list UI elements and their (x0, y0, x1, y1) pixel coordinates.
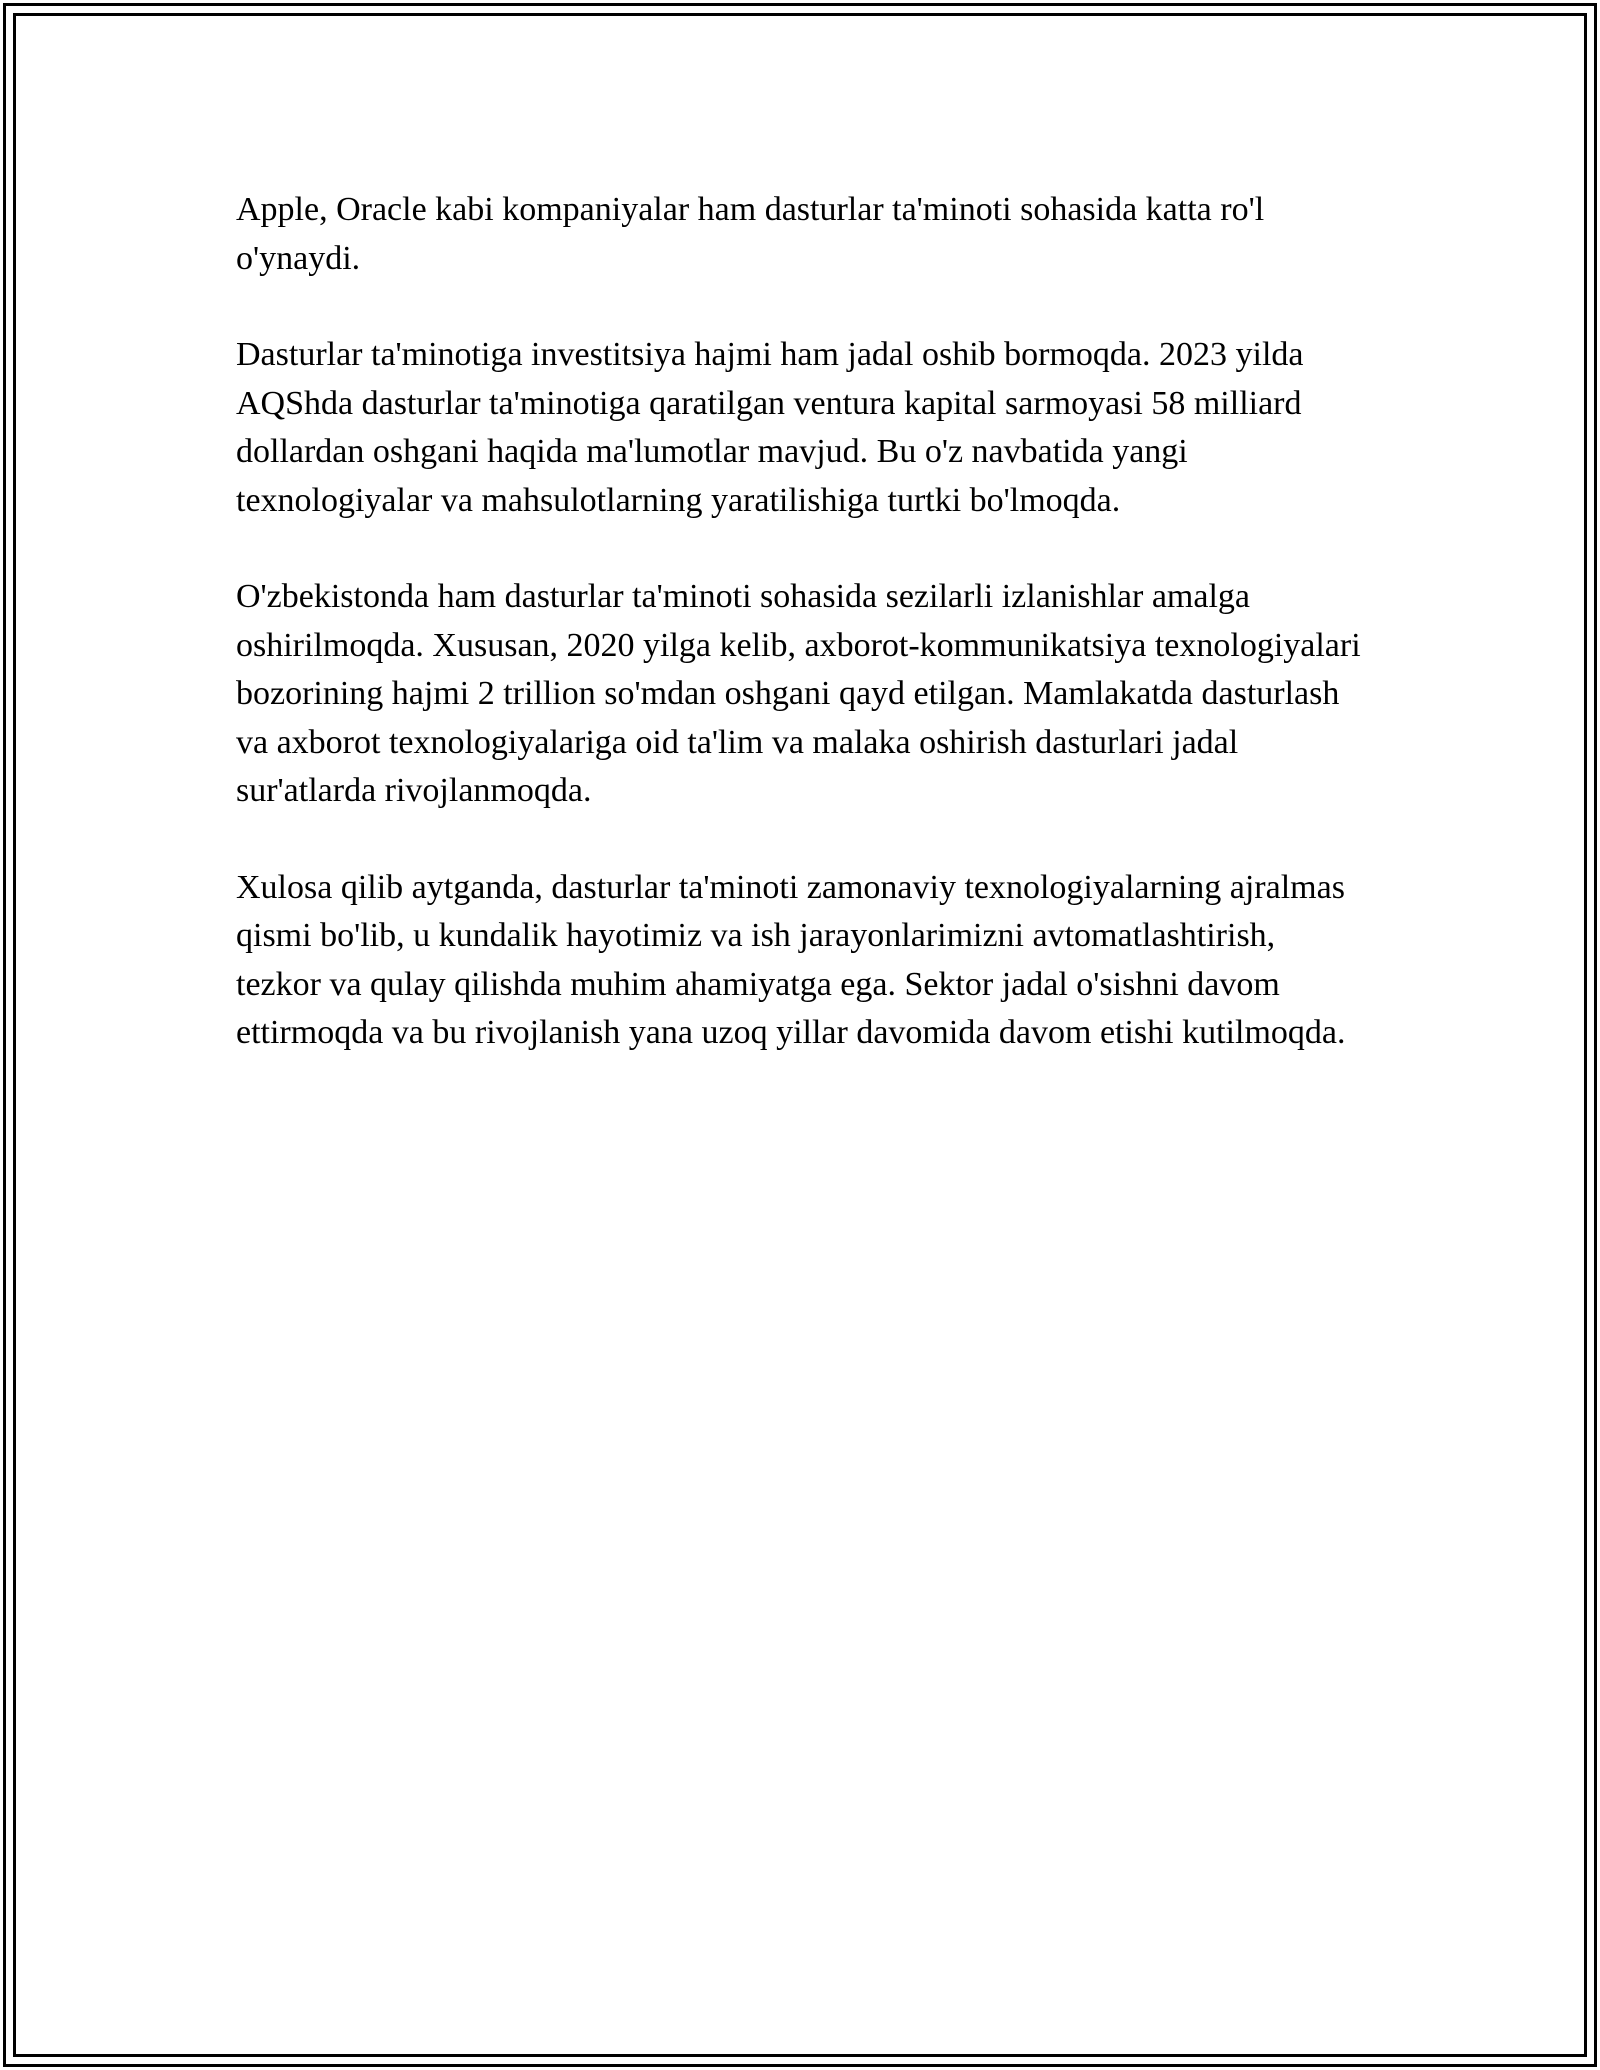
paragraph-2: Dasturlar ta'minotiga investitsiya hajmi ham jadal oshib bormoqda. 2023 yilda AQShda dasturlar ta'minotiga qaratilgan ventura kapital sarmoyasi 58 milliard dollardan oshgani haqida ma'lumotlar mavjud. Bu o'z navbatida yangi texnologiyalar va mahsulotlarning yaratilishiga turtki bo'lmoqda. (236, 336, 1304, 519)
paragraph-3: O'zbekistonda ham dasturlar ta'minoti sohasida sezilarli izlanishlar amalga oshirilmoqda. Xususan, 2020 yilga kelib, axborot-kommunikatsiya texnologiyalari bozorining hajmi 2 trillion so'mdan oshgani qayd etilgan. Mamlakatda dasturlash va axborot texnologiyalariga oid ta'lim va malaka oshirish dasturlari jadal sur'atlarda rivojlanmoqda. (236, 578, 1361, 809)
paragraph-4: Xulosa qilib aytganda, dasturlar ta'minoti zamonaviy texnologiyalarning ajralmas qismi bo'lib, u kundalik hayotimiz va ish jarayonlarimizni avtomatlashtirish, tezkor va qulay qilishda muhim ahamiyatga ega. Sektor jadal o'sishni davom ettirmoqda va bu rivojlanish yana uzoq yillar davomida davom etishi kutilmoqda. (236, 868, 1346, 1051)
paragraph-1: Apple, Oracle kabi kompaniyalar ham dasturlar ta'minoti sohasida katta ro'l o'ynaydi. (236, 191, 1265, 277)
document-body (236, 186, 1366, 1106)
